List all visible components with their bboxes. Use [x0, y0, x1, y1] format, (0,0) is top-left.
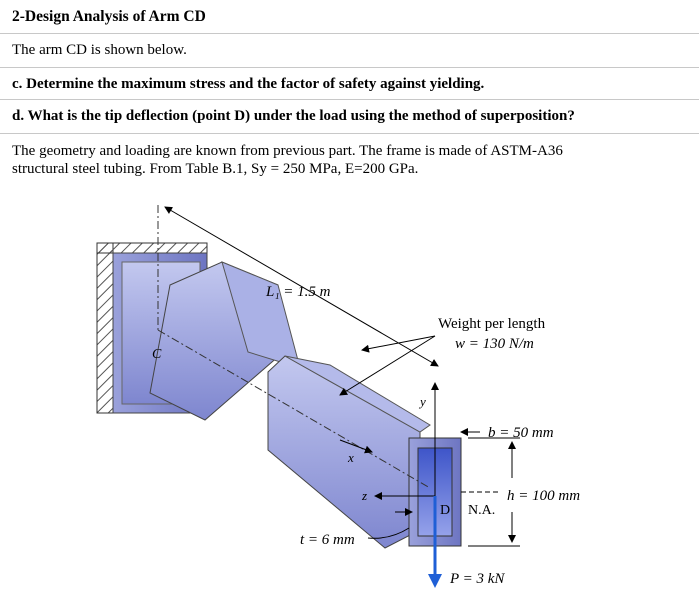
length-label: L₁ = 1.5 m — [266, 284, 331, 300]
divider — [0, 133, 699, 134]
divider — [0, 67, 699, 68]
z-axis-label: z — [362, 488, 368, 503]
weight-value-label: w = 130 N/m — [455, 336, 534, 352]
given-data-paragraph — [12, 142, 680, 178]
load-arrow-head — [428, 574, 442, 588]
paragraph-line-1: The geometry and loading are known from previous part. The frame is made of ASTM-A36 — [12, 143, 563, 159]
load-label: P = 3 kN — [450, 571, 505, 587]
y-axis-label: y — [420, 394, 426, 409]
neutral-axis-label: N.A. — [468, 503, 496, 518]
point-c-label: C — [152, 347, 162, 362]
x-axis-label: x — [348, 450, 354, 465]
paragraph-line-2: structural steel tubing. From Table B.1, Sy = 250 MPa, E=200 GPa. — [12, 161, 419, 177]
divider — [0, 33, 699, 34]
weight-title-label: Weight per length — [438, 316, 546, 332]
question-c: c. Determine the maximum stress and the factor of safety against yielding. — [12, 76, 485, 92]
height-label: h = 100 mm — [507, 488, 581, 504]
question-d: d. What is the tip deflection (point D) under the load using the method of superposition? — [12, 108, 575, 124]
thickness-label: t = 6 mm — [300, 532, 355, 548]
divider — [0, 99, 699, 100]
width-label: b = 50 mm — [488, 425, 554, 441]
intro-text: The arm CD is shown below. — [12, 42, 187, 58]
problem-heading: 2-Design Analysis of Arm CD — [12, 8, 206, 25]
arm-cd-figure — [0, 190, 699, 600]
point-d-label: D — [440, 503, 451, 518]
